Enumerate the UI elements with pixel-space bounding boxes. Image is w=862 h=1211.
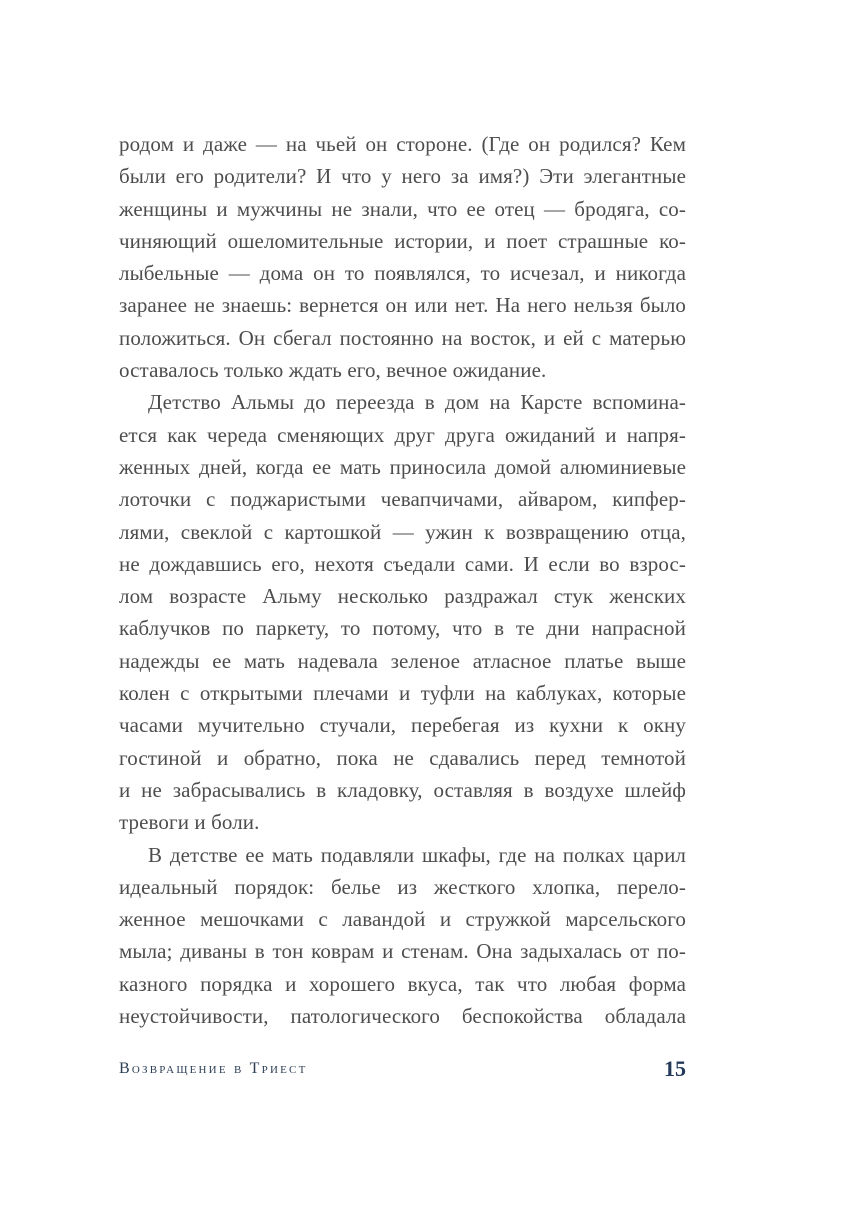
text-line: неустойчивости, патологического беспокойства обладала <box>119 1004 686 1029</box>
text-line: женщины и мужчины не знали, что ее отец — бродяга, со- <box>119 196 686 221</box>
body-text <box>119 128 686 1032</box>
page-number: 15 <box>664 1056 686 1081</box>
text-line: женных дней, когда ее мать приносила домой алюминиевые <box>119 454 686 479</box>
text-line: мыла; диваны в тон коврам и стенам. Она задыхалась от по- <box>119 939 686 964</box>
text-line: лом возрасте Альму несколько раздражал стук женских <box>119 584 686 609</box>
page-footer <box>119 1054 686 1084</box>
text-line: идеальный порядок: белье из жесткого хлопка, перело- <box>119 874 686 899</box>
text-line: В детстве ее мать подавляли шкафы, где на полках царил <box>148 842 686 867</box>
text-line: лоточки с поджаристыми чевапчичами, айваром, кипфер- <box>119 487 686 512</box>
text-line: ется как череда сменяющих друг друга ожиданий и напря- <box>119 422 686 447</box>
text-line: не дождавшись его, нехотя съедали сами. И если во взрос- <box>119 551 686 576</box>
text-line: родом и даже — на чьей он стороне. (Где он родился? Кем <box>119 132 686 156</box>
text-line: положиться. Он сбегал постоянно на восток, и ей с матерью <box>119 325 686 350</box>
text-line: оставалось только ждать его, вечное ожидание. <box>119 358 547 383</box>
running-title: Возвращение в Триест <box>119 1060 308 1077</box>
text-line: каблучков по паркету, то потому, что в те дни напрасной <box>119 616 686 641</box>
text-line: заранее не знаешь: вернется он или нет. На него нельзя было <box>119 293 686 318</box>
text-line: колен с открытыми плечами и туфли на каблуках, которые <box>119 681 686 706</box>
text-line: казного порядка и хорошего вкуса, так что любая форма <box>119 971 686 996</box>
text-line: Детство Альмы до переезда в дом на Карсте вспомина- <box>148 390 686 415</box>
text-line: были его родители? И что у него за имя?) Эти элегантные <box>119 164 686 189</box>
text-line: лями, свеклой с картошкой — ужин к возвращению отца, <box>119 519 686 544</box>
text-line: часами мучительно стучали, перебегая из кухни к окну <box>119 713 686 738</box>
text-line: тревоги и боли. <box>119 810 260 835</box>
text-line: лыбельные — дома он то появлялся, то исчезал, и никогда <box>119 261 686 286</box>
text-line: надежды ее мать надевала зеленое атласное платье выше <box>119 648 686 673</box>
text-line: гостиной и обратно, пока не сдавались перед темнотой <box>119 745 686 770</box>
text-line: и не забрасывались в кладовку, оставляя в воздухе шлейф <box>119 777 686 802</box>
text-line: женное мешочками с лавандой и стружкой марсельского <box>119 907 686 932</box>
text-line: чиняющий ошеломительные истории, и поет страшные ко- <box>119 228 686 253</box>
